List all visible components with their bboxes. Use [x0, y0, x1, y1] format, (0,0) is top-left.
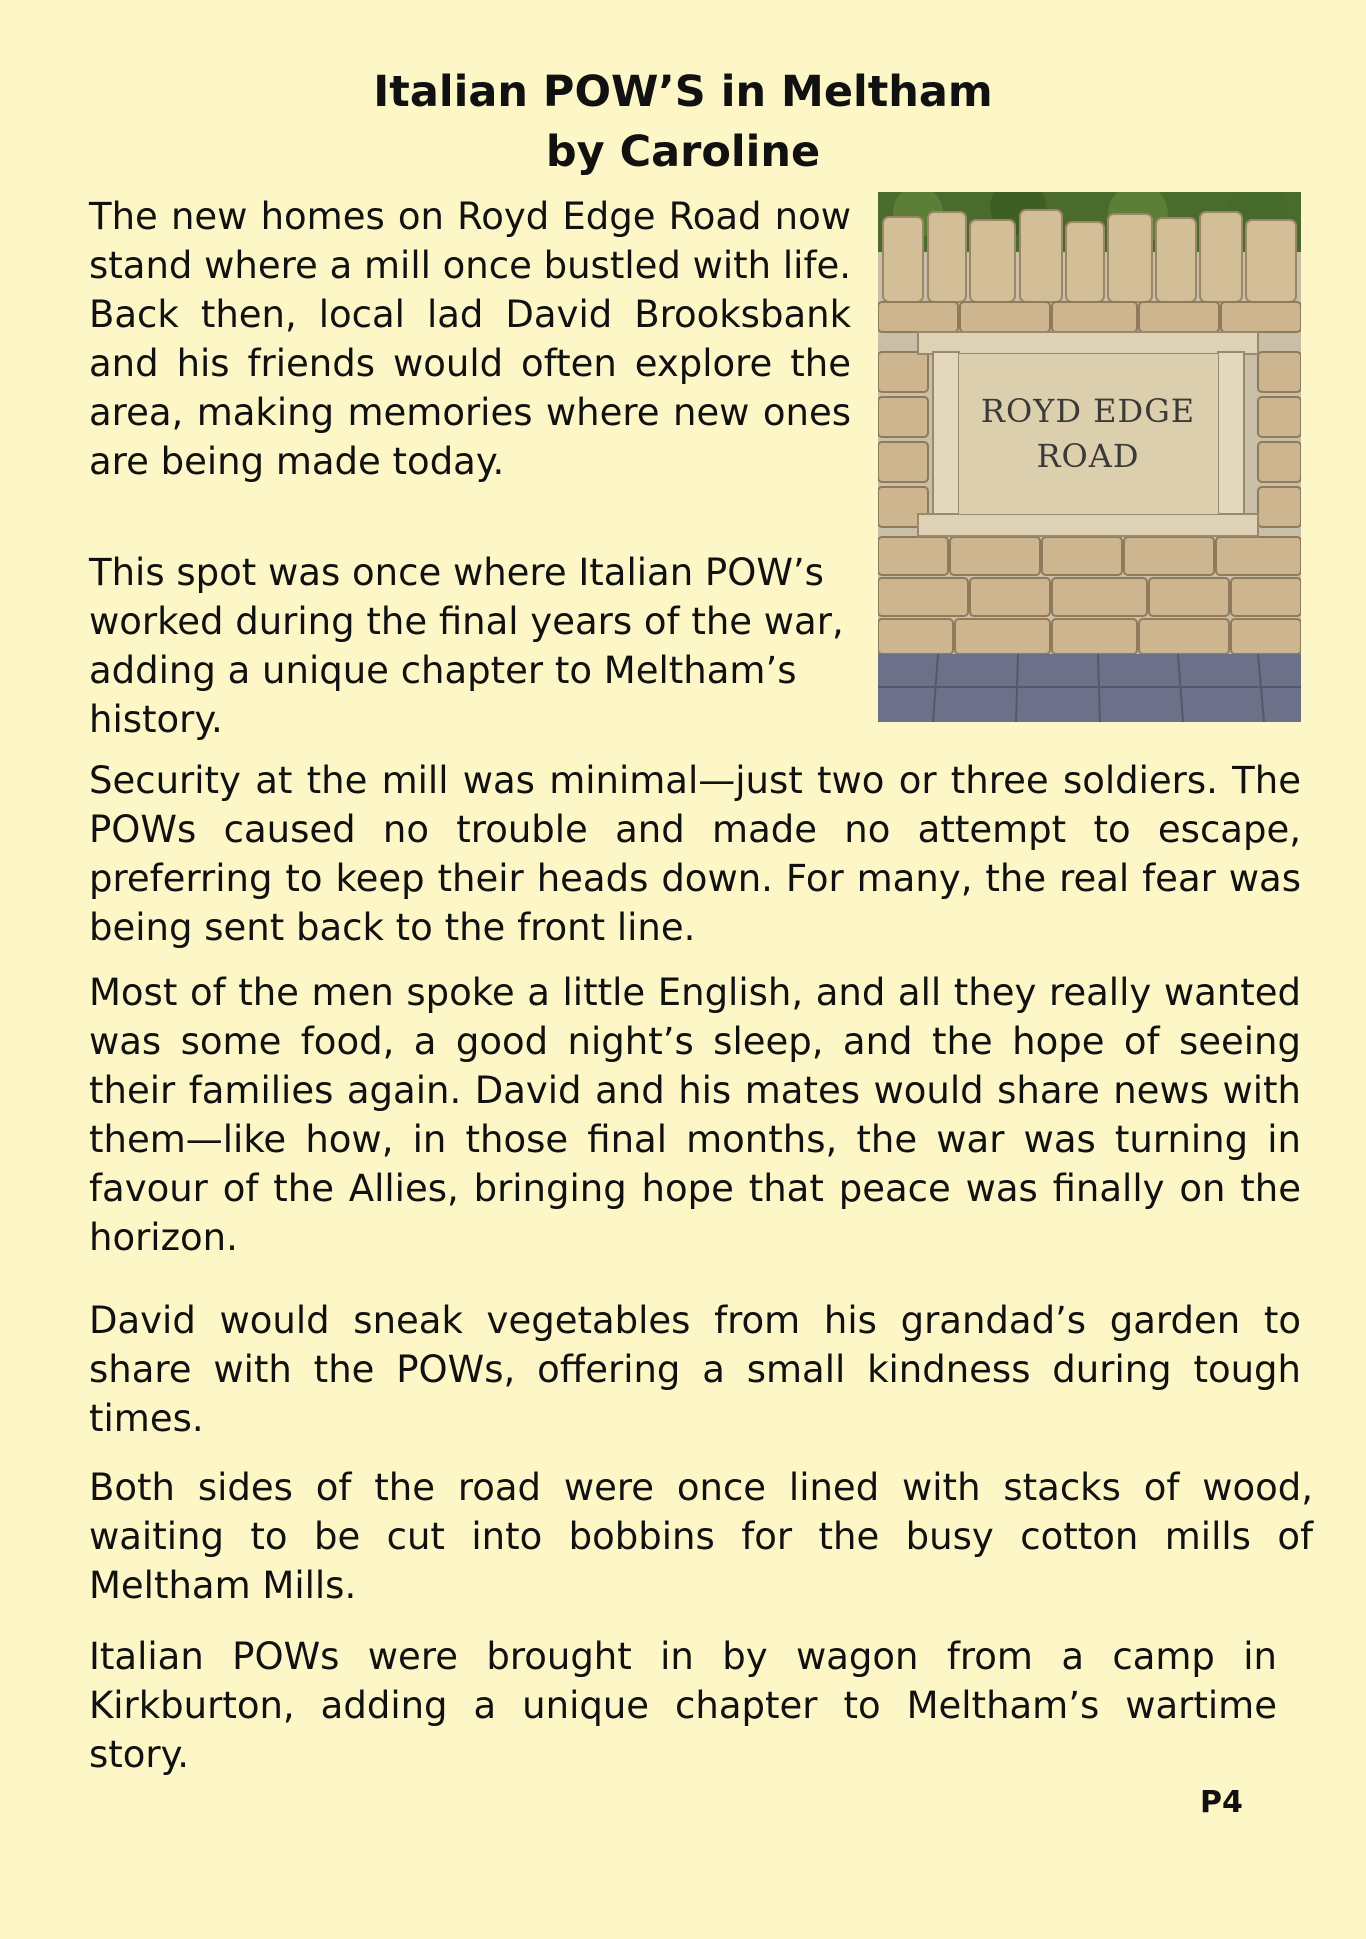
paragraph-intro: The new homes on Royd Edge Road now stand where a mill once bustled with life. Back then, local lad David Brooksbank and his friends would often explore the area, making memories where new ones are being made today. — [89, 195, 851, 483]
title-line: Italian POW’S in Meltham — [373, 67, 993, 117]
paragraph-english: Most of the men spoke a little English, and all they really wanted was some food, a good night’s sleep, and the hope of seeing their families again. David and his mates would share news with them—like how, in those final months, the war was turning in favour of the Allies, bringing hope that peace was finally on the horizon. — [89, 971, 1301, 1259]
paragraph-wagon: Italian POWs were brought in by wagon from a camp in Kirkburton, adding a unique chapter to Meltham’s wartime story. — [89, 1635, 1277, 1776]
paragraph-pow-spot: This spot was once where Italian POW’s worked during the final years of the war, adding a unique chapter to Meltham’s history. — [89, 551, 844, 741]
sign-text-line2: ROAD — [1036, 437, 1140, 475]
paragraph-wood: Both sides of the road were once lined with stacks of wood, waiting to be cut into bobbins for the busy cotton mills of Meltham Mills. — [89, 1466, 1313, 1607]
sign-text-line1: ROYD EDGE — [980, 392, 1196, 430]
byline: by Caroline — [545, 127, 821, 177]
paragraph-security: Security at the mill was minimal—just two or three soldiers. The POWs caused no trouble and made no attempt to escape, preferring to keep their heads down. For many, the real fear was being sent back to the front line. — [89, 759, 1301, 949]
article-title — [0, 62, 1366, 182]
royd-edge-road-sign-photo — [878, 192, 1301, 722]
page-number: P4 — [1200, 1785, 1243, 1820]
paragraph-vegetables: David would sneak vegetables from his grandad’s garden to share with the POWs, offering a small kindness during tough times. — [89, 1299, 1301, 1440]
